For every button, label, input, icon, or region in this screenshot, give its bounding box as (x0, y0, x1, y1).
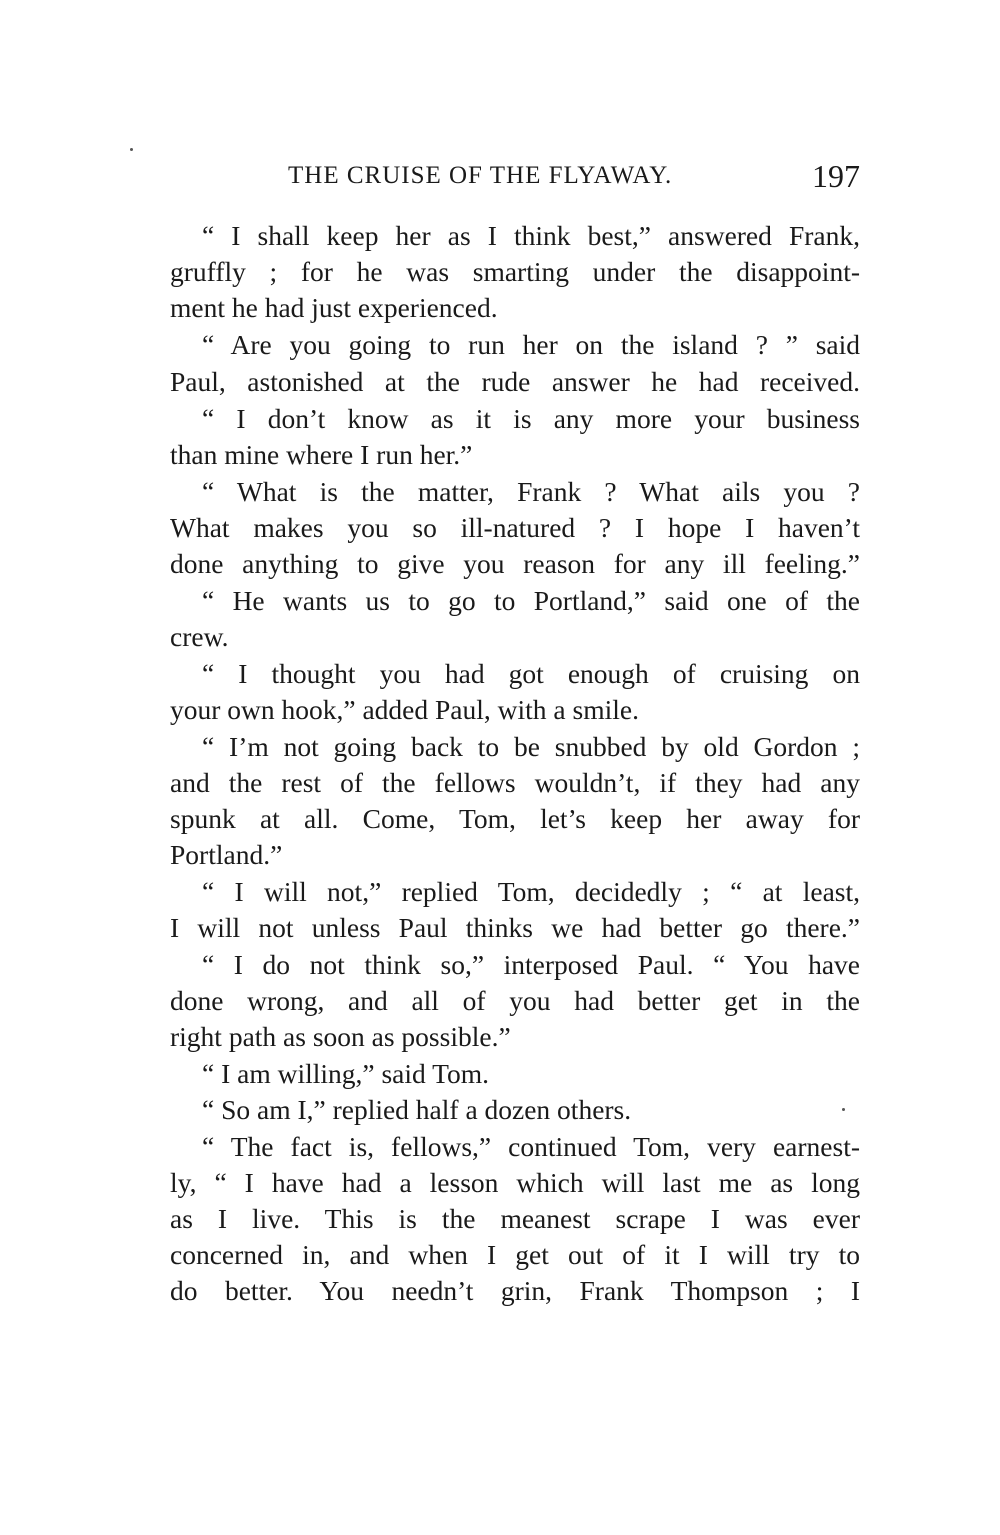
text-line: Paul, astonished at the rude answer he had received. (170, 366, 860, 397)
text-line: “ I’m not going back to be snubbed by old Gordon ; (202, 731, 860, 762)
text-line: “ What is the matter, Frank ? What ails you ? (202, 476, 860, 507)
text-line: and the rest of the fellows wouldn’t, if they had any (170, 767, 860, 798)
text-line: “ Are you going to run her on the island ? ” said (202, 329, 860, 360)
text-line: your own hook,” added Paul, with a smile. (170, 694, 639, 725)
text-line: concerned in, and when I get out of it I will try to (170, 1239, 860, 1270)
text-line: crew. (170, 621, 229, 652)
text-line: gruffly ; for he was smarting under the disappoint- (170, 256, 860, 287)
text-line: right path as soon as possible.” (170, 1021, 511, 1052)
text-line: “ I don’t know as it is any more your business (202, 403, 860, 434)
text-line: done wrong, and all of you had better get in the (170, 985, 860, 1016)
page-number: 197 (812, 158, 860, 194)
text-line: “ I do not think so,” interposed Paul. “ You have (202, 949, 860, 980)
running-title: THE CRUISE OF THE FLYAWAY. (288, 162, 673, 189)
text-line: “ I thought you had got enough of cruising on (202, 658, 860, 689)
text-line: ment he had just experienced. (170, 292, 498, 323)
text-line: “ I shall keep her as I think best,” answered Frank, (202, 220, 860, 251)
text-line: I will not unless Paul thinks we had better go there.” (170, 912, 860, 943)
text-line: “ He wants us to go to Portland,” said one of the (202, 585, 860, 616)
text-line: ly, “ I have had a lesson which will last me as long (170, 1167, 860, 1198)
text-line: “ So am I,” replied half a dozen others. (202, 1094, 632, 1125)
text-line: than mine where I run her.” (170, 439, 473, 470)
running-head (170, 158, 860, 198)
text-line: spunk at all. Come, Tom, let’s keep her away for (170, 803, 860, 834)
scan-speck (130, 148, 133, 151)
text-line: “ I am willing,” said Tom. (202, 1058, 490, 1089)
text-line: What makes you so ill-natured ? I hope I haven’t (170, 512, 860, 543)
text-line: done anything to give you reason for any ill feeling.” (170, 548, 860, 579)
text-line: Portland.” (170, 839, 283, 870)
text-line: “ I will not,” replied Tom, decidedly ; “ at least, (202, 876, 860, 907)
text-line: “ The fact is, fellows,” continued Tom, very earnest- (202, 1131, 860, 1162)
scan-speck (842, 1108, 845, 1111)
text-line: as I live. This is the meanest scrape I was ever (170, 1203, 860, 1234)
text-line: do better. You needn’t grin, Frank Thompson ; I (170, 1275, 860, 1306)
